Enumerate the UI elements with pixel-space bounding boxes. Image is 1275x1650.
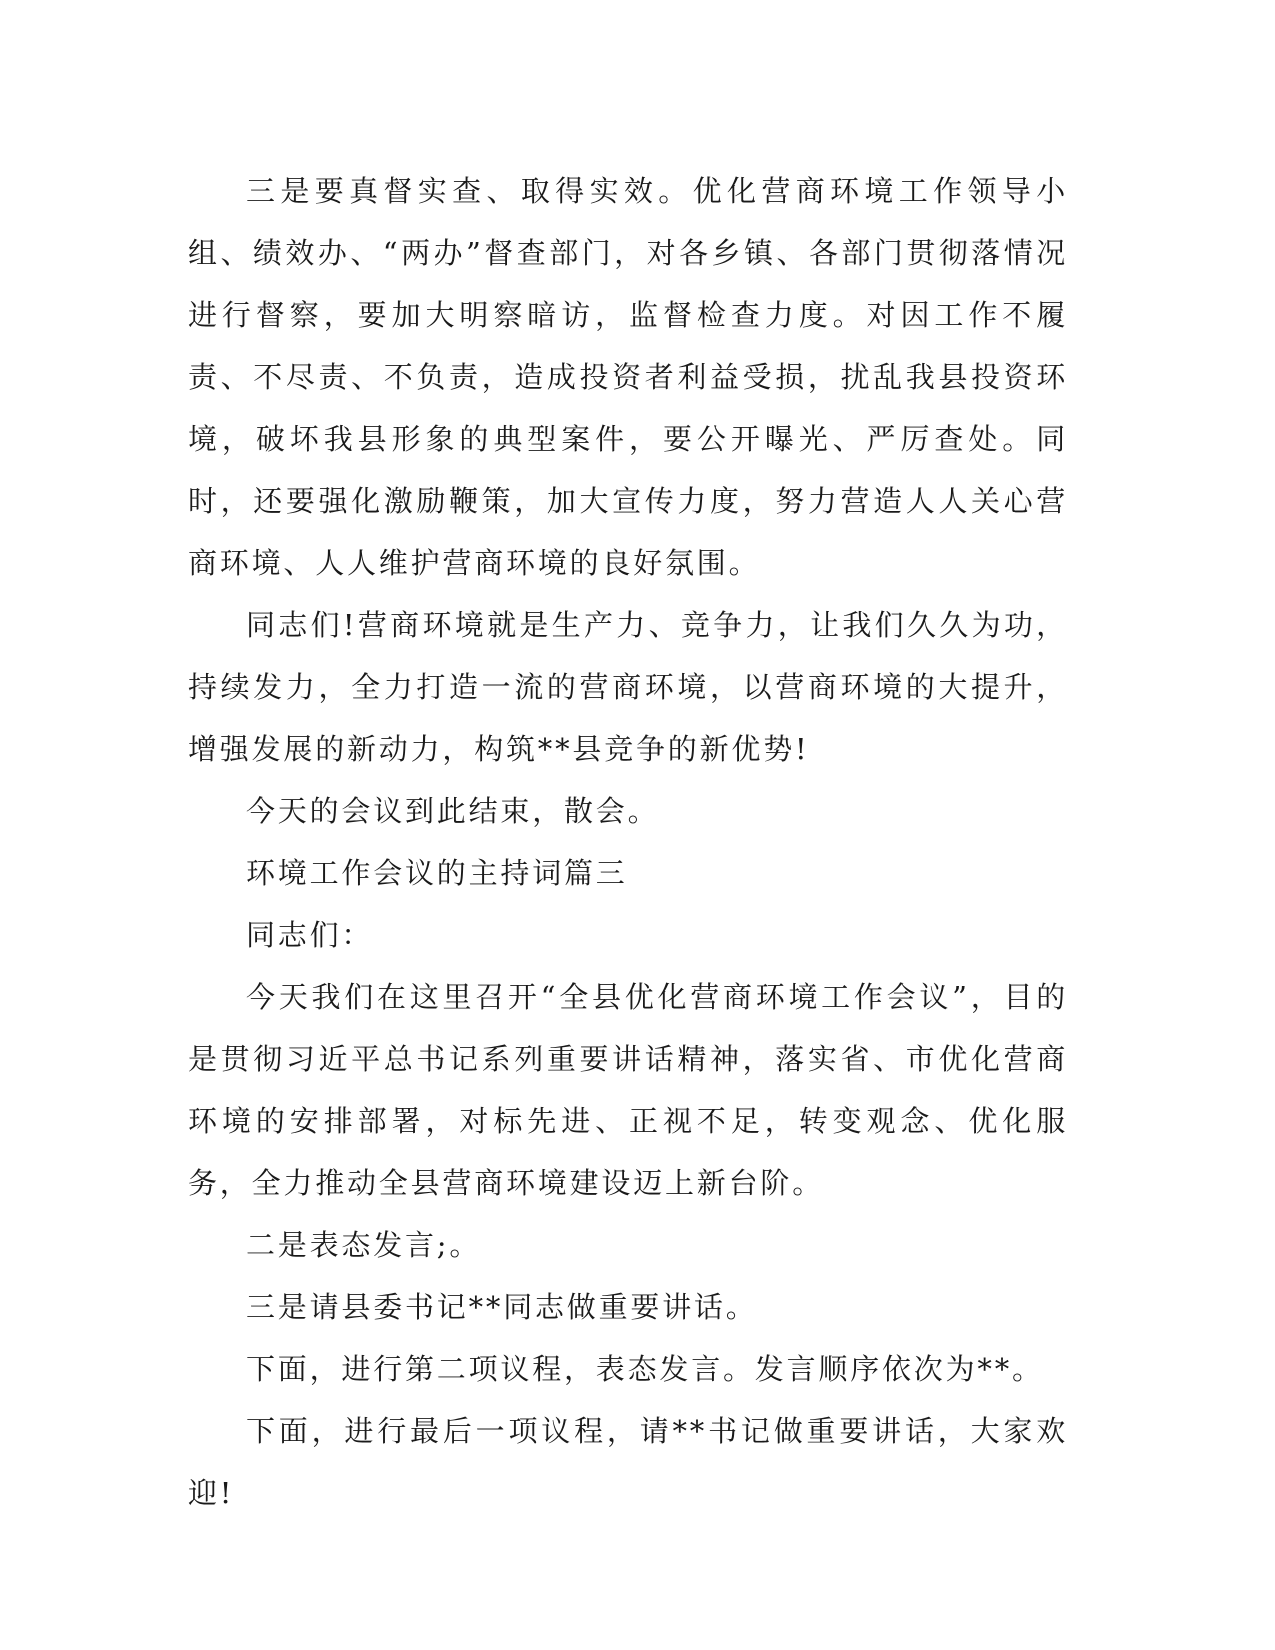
section-heading: 环境工作会议的主持词篇三 xyxy=(246,856,628,890)
paragraph-meeting-end: 今天的会议到此结束，散会。 xyxy=(246,794,660,828)
paragraph-agenda-item-3: 三是请县委书记**同志做重要讲话。 xyxy=(246,1290,758,1324)
document-body xyxy=(188,160,1068,1524)
paragraph-closing-appeal: 同志们!营商环境就是生产力、竞争力，让我们久久为功，持续发力，全力打造一流的营商环境，以营商环境的大提升，增强发展的新动力，构筑**县竞争的新优势! xyxy=(188,608,1068,766)
paragraph-supervision: 三是要真督实查、取得实效。优化营商环境工作领导小组、绩效办、“两办”督查部门，对各乡镇、各部门贯彻落情况进行督察，要加大明察暗访，监督检查力度。对因工作不履责、不尽责、不负责，造成投资者利益受损，扰乱我县投资环境，破坏我县形象的典型案件，要公开曝光、严厉查处。同时，还要强化激励鞭策，加大宣传力度，努力营造人人关心营商环境、人人维护营商环境的良好氛围。 xyxy=(188,174,1068,580)
paragraph-greeting: 同志们： xyxy=(246,918,374,952)
paragraph-final-agenda: 下面，进行最后一项议程，请**书记做重要讲话，大家欢迎! xyxy=(188,1414,1068,1510)
paragraph-meeting-purpose: 今天我们在这里召开“全县优化营商环境工作会议”，目的是贯彻习近平总书记系列重要讲话精神，落实省、市优化营商环境的安排部署，对标先进、正视不足，转变观念、优化服务，全力推动全县营商环境建设迈上新台阶。 xyxy=(188,980,1068,1200)
paragraph-second-agenda: 下面，进行第二项议程，表态发言。发言顺序依次为**。 xyxy=(246,1352,1044,1386)
paragraph-agenda-item-2: 二是表态发言;。 xyxy=(246,1228,482,1262)
